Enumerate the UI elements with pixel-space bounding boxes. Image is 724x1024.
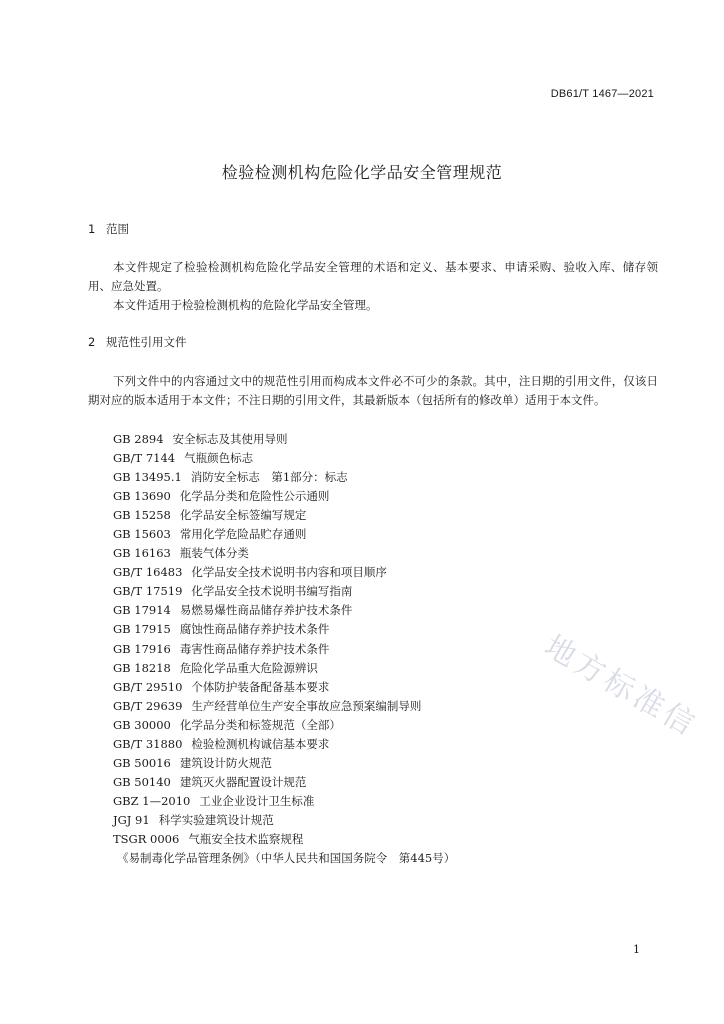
reference-title: 毒害性商品储存养护技术条件	[179, 641, 330, 656]
section-heading-scope	[88, 221, 129, 237]
reference-item	[113, 716, 455, 735]
reference-item	[113, 525, 455, 544]
reference-item	[113, 601, 455, 620]
reference-item	[113, 468, 455, 487]
reference-title: 瓶装气体分类	[179, 546, 249, 561]
reference-title: 化学品安全技术说明书内容和项目顺序	[191, 565, 387, 580]
section-number: 1	[88, 222, 96, 236]
reference-title: 工业企业设计卫生标准	[199, 793, 315, 808]
reference-title: 气瓶颜色标志	[184, 451, 254, 466]
scope-paragraph: 本文件规定了检验检测机构危险化学品安全管理的术语和定义、基本要求、申请采购、验收入库、储存领用、应急处置。	[88, 260, 658, 293]
document-title: 检验检测机构危险化学品安全管理规范	[221, 163, 503, 182]
reference-title: 常用化学危险品贮存通则	[179, 527, 307, 542]
reference-item	[113, 830, 455, 849]
reference-item	[113, 430, 455, 449]
reference-title: 建筑灭火器配置设计规范	[179, 774, 307, 789]
reference-title: 化学品安全标签编写规定	[179, 508, 307, 523]
reference-code: GBZ 1—2010	[113, 793, 191, 808]
reference-title: 化学品分类和危险性公示通则	[179, 489, 330, 504]
reference-code: GB 15258	[113, 508, 171, 523]
watermark: 地方标准信	[538, 628, 704, 745]
reference-list	[113, 430, 455, 868]
reference-code: GB 50140	[113, 774, 171, 789]
reference-code: GB 17915	[113, 622, 171, 637]
reference-code: GB 15603	[113, 527, 171, 542]
reference-code: GB/T 16483	[113, 565, 183, 580]
reference-title: 气瓶安全技术监察规程	[188, 831, 304, 846]
reference-title: 个体防护装备配备基本要求	[191, 679, 330, 694]
section-number: 2	[88, 335, 96, 349]
reference-title: 危险化学品重大危险源辨识	[179, 660, 318, 675]
reference-item	[113, 773, 455, 792]
normative-intro-paragraph: 下列文件中的内容通过文中的规范性引用而构成本文件必不可少的条款。其中，注日期的引用文件，仅该日期对应的版本适用于本文件；不注日期的引用文件，其最新版本（包括所有的修改单）适用于本文件。	[88, 374, 658, 407]
reference-item	[113, 640, 455, 659]
reference-item	[113, 697, 455, 716]
reference-code: GB/T 29510	[113, 679, 183, 694]
reference-code: GB 13690	[113, 489, 171, 504]
reference-title: 生产经营单位生产安全事故应急预案编制导则	[191, 698, 422, 713]
reference-code: GB 50016	[113, 755, 171, 770]
scope-applicability-paragraph: 本文件适用于检验检测机构的危险化学品安全管理。	[113, 298, 378, 312]
reference-code: GB 16163	[113, 546, 171, 561]
section-title: 规范性引用文件	[106, 335, 187, 349]
reference-code: GB 13495.1	[113, 470, 182, 485]
reference-item	[113, 678, 455, 697]
reference-item	[113, 449, 455, 468]
reference-item	[113, 811, 455, 830]
reference-item	[113, 487, 455, 506]
reference-code: GB/T 29639	[113, 698, 183, 713]
reference-item	[113, 544, 455, 563]
reference-title: 科学实验建筑设计规范	[158, 812, 274, 827]
section-heading-normative-references	[88, 334, 187, 350]
page-number: 1	[633, 943, 640, 956]
reference-item	[113, 659, 455, 678]
reference-title: 安全标志及其使用导则	[172, 432, 288, 446]
reference-title: 消防安全标志 第1部分：标志	[190, 470, 348, 485]
reference-item	[113, 754, 455, 773]
reference-item	[113, 620, 455, 639]
reference-item	[113, 792, 455, 811]
reference-code: GB 18218	[113, 660, 171, 675]
reference-code: GB 17914	[113, 603, 171, 618]
reference-code: TSGR 0006	[113, 831, 180, 846]
reference-item-regulation	[113, 849, 455, 868]
reference-code: GB 17916	[113, 641, 171, 656]
reference-item	[113, 735, 455, 754]
reference-code: GB 2894	[113, 432, 164, 446]
section-title: 范围	[106, 222, 129, 236]
reference-title: 化学品安全技术说明书编写指南	[191, 584, 353, 599]
reference-code: GB 30000	[113, 717, 171, 732]
reference-code: GB/T 31880	[113, 736, 183, 751]
reference-title: 易燃易爆性商品储存养护技术条件	[179, 603, 353, 618]
reference-title: 建筑设计防火规范	[179, 755, 272, 770]
reference-item	[113, 506, 455, 525]
reference-title: 检验检测机构诚信基本要求	[191, 736, 330, 751]
reference-title: 《易制毒化学品管理条例》（中华人民共和国国务院令 第445号）	[117, 851, 456, 866]
reference-code: GB/T 7144	[113, 451, 176, 466]
reference-code: JGJ 91	[113, 812, 150, 827]
reference-code: GB/T 17519	[113, 584, 183, 599]
reference-item	[113, 563, 455, 582]
reference-title: 腐蚀性商品储存养护技术条件	[179, 622, 330, 637]
standard-number: DB61/T 1467—2021	[550, 88, 654, 100]
reference-title: 化学品分类和标签规范（全部）	[179, 717, 341, 732]
reference-item	[113, 582, 455, 601]
